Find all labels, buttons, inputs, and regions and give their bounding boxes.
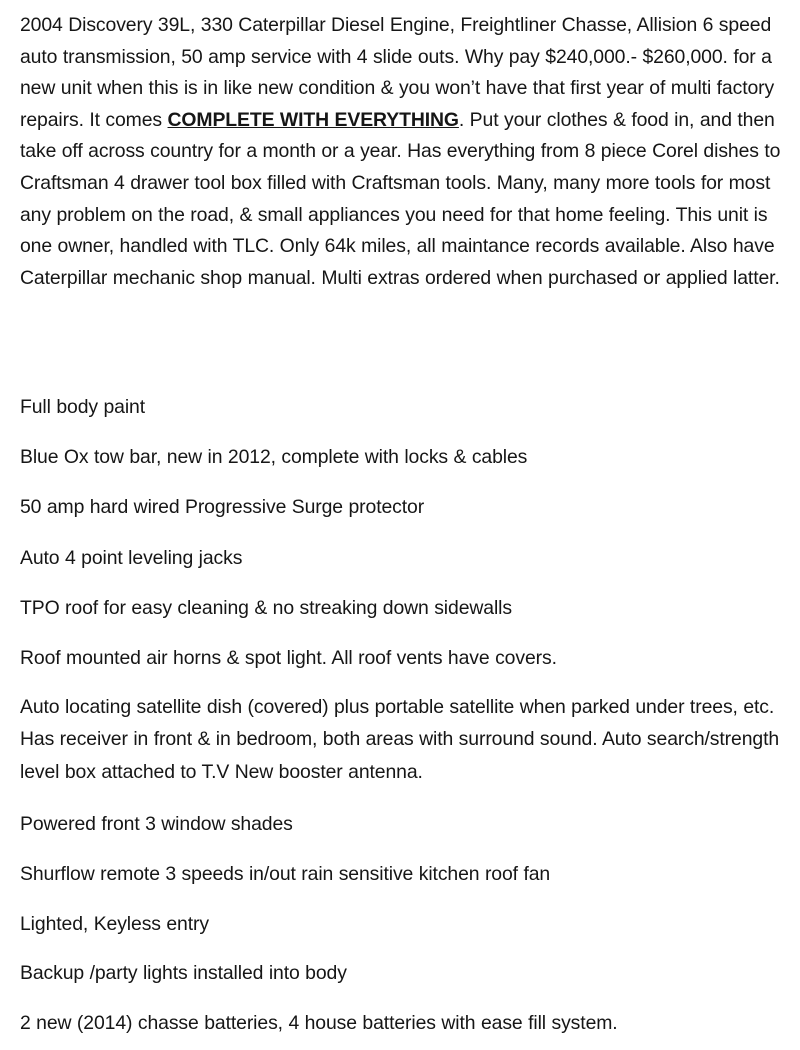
intro-text-after: . Put your clothes & food in, and then take off across country for a month or a year. Has everything from 8 piece Corel dishes to Craftsman 4 drawer tool box filled with Craftsman tools. Many, many more tools for most any problem on the road, & small appliances you need for that home feeling. This unit is one owner, handled with TLC. Only 64k miles, all maintance records available. Also have Caterpillar mechanic shop manual. Multi extras ordered when purchased or applied latter. bbox=[20, 108, 781, 289]
feature-item-batteries: 2 new (2014) chasse batteries, 4 house batteries with ease fill system. bbox=[20, 1012, 618, 1034]
feature-item-leveling-jacks: Auto 4 point leveling jacks bbox=[20, 547, 243, 569]
feature-item-tow-bar: Blue Ox tow bar, new in 2012, complete with locks & cables bbox=[20, 446, 528, 468]
feature-item-body-paint: Full body paint bbox=[20, 396, 146, 418]
feature-item-backup-lights: Backup /party lights installed into body bbox=[20, 962, 347, 984]
intro-text-before: 2004 Discovery 39L, 330 Caterpillar Diesel Engine, Freightliner Chasse, Allision 6 speed auto transmission, 50 amp service with 4 slide outs. Why pay $240,000.- $260,000. for a new unit when this is in like new condition & you won’t have that first year of multi factory repairs. It comes bbox=[20, 14, 775, 131]
feature-item-roof-fan: Shurflow remote 3 speeds in/out rain sensitive kitchen roof fan bbox=[20, 863, 551, 885]
listing-document bbox=[20, 10, 800, 1034]
intro-emphasis: COMPLETE WITH EVERYTHING bbox=[167, 108, 459, 131]
feature-item-surge-protector: 50 amp hard wired Progressive Surge protector bbox=[20, 496, 425, 518]
feature-item-tpo-roof: TPO roof for easy cleaning & no streaking down sidewalls bbox=[20, 597, 512, 619]
feature-item-air-horns: Roof mounted air horns & spot light. All roof vents have covers. bbox=[20, 647, 557, 669]
feature-item-satellite: Auto locating satellite dish (covered) plus portable satellite when parked under trees, etc. Has receiver in front & in bedroom, both areas with surround sound. Auto search/strength level box attached to T.V New booster antenna. bbox=[20, 696, 780, 783]
feature-item-keyless-entry: Lighted, Keyless entry bbox=[20, 913, 209, 935]
intro-paragraph bbox=[20, 10, 800, 294]
feature-item-window-shades: Powered front 3 window shades bbox=[20, 813, 293, 835]
